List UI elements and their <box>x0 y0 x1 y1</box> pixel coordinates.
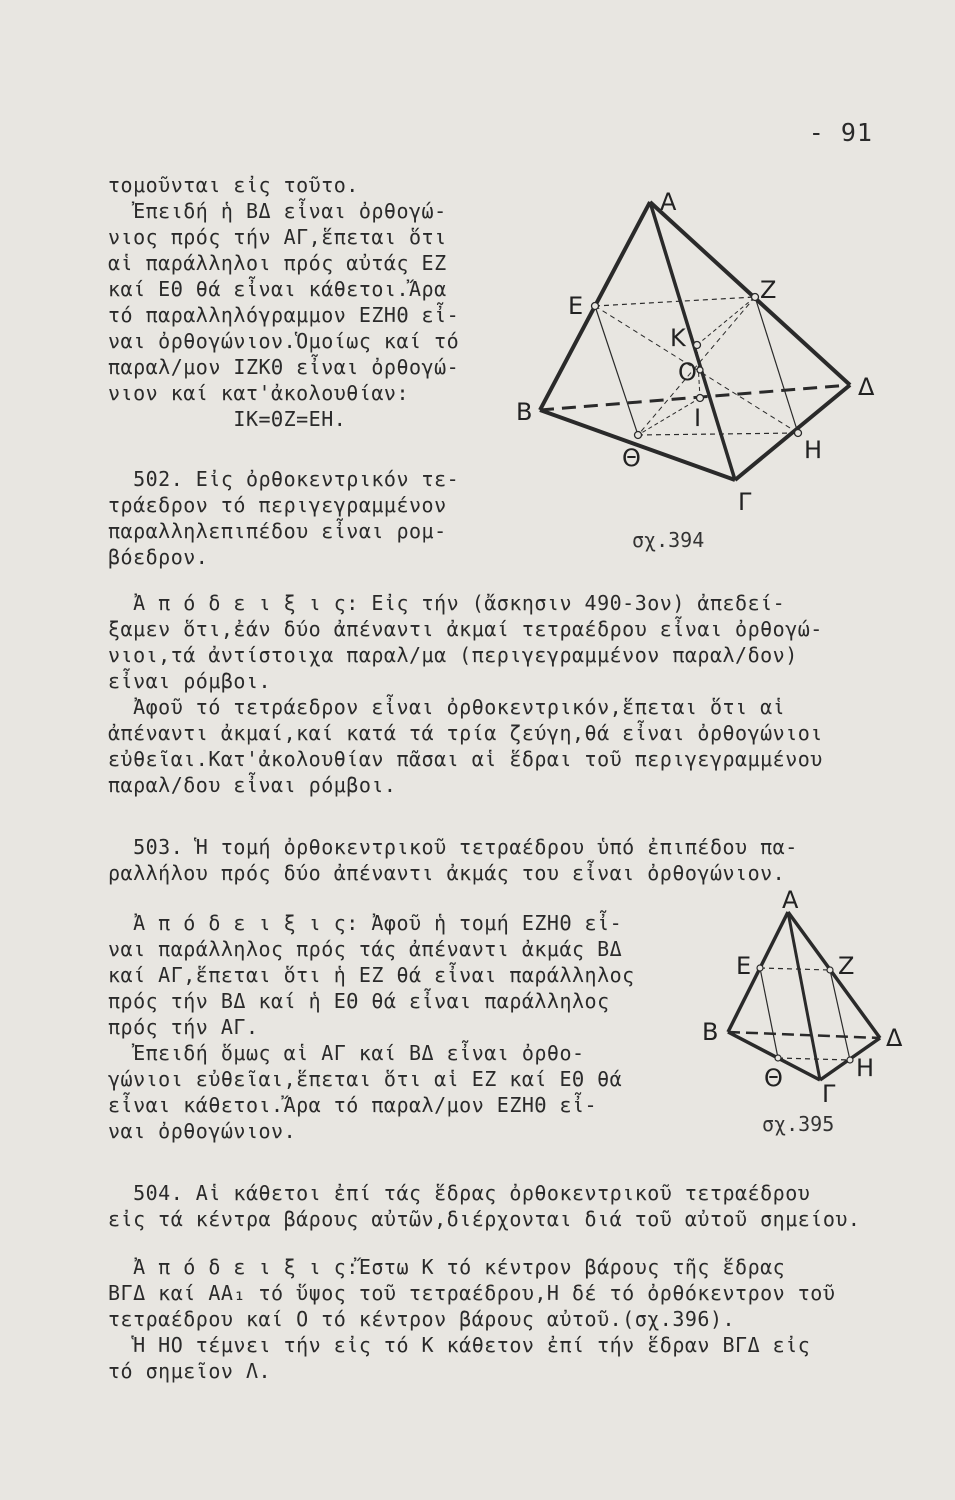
figure-394-caption: σχ.394 <box>632 528 705 552</box>
text-line: Ἡ ΗΟ τέμνει τήν εἰς τό Κ κάθετον ἐπί τήν ἕδραν ΒΓΔ εἰς <box>108 1333 811 1357</box>
vertex-label-d: Δ <box>886 1024 903 1052</box>
vertex-label-a: Α <box>782 890 799 914</box>
vertex-label-a: Α <box>660 188 677 216</box>
page-number: - 91 <box>808 118 873 147</box>
text-line: τράεδρον τό περιγεγραμμένον <box>108 493 447 517</box>
text-line: παραλ/δου εἶναι ρόμβοι. <box>108 773 397 797</box>
vertex-label-b: Β <box>702 1018 719 1046</box>
text-line: τετραέδρου καί Ο τό κέντρον βάρους αὐτοῦ.(σχ.396). <box>108 1307 736 1331</box>
text-line: νιος πρός τήν ΑΓ,ἕπεται ὅτι <box>108 225 447 249</box>
text-line: Ἀ π ό δ ε ι ξ ι ς: Ἀφοῦ ἡ τομή ΕΖΗΘ εἶ- <box>108 911 623 935</box>
text-line: νιοι,τά ἀντίστοιχα παραλ/μα (περιγεγραμμένον παραλ/δον) <box>108 643 798 667</box>
text-line: νιον καί κατ'ἀκολουθίαν: <box>108 381 409 405</box>
vertex-label-d: Δ <box>858 373 875 401</box>
text-line: ναι ὀρθογώνιον.Ὁμοίως καί τό <box>108 329 460 353</box>
vertex-label-z: Ζ <box>838 952 855 980</box>
vertex-label-h: Η <box>804 436 823 464</box>
vertex-label-i: Ι <box>694 404 702 432</box>
text-line: 503. Ἡ τομή ὀρθοκεντρικοῦ τετραέδρου ὑπό ἐπιπέδου πα- <box>108 835 798 859</box>
text-line: ἀπέναντι ἀκμαί,καί κατά τά τρία ζεύγη,θά εἶναι ὀρθογώνιοι <box>108 721 823 745</box>
text-line: τό σημεῖον Λ. <box>108 1359 272 1383</box>
text-line: τομοῦνται εἰς τοῦτο. <box>108 173 359 197</box>
vertex-label-th: Θ <box>764 1064 783 1092</box>
vertex-label-e: Ε <box>568 292 584 320</box>
text-line: Ἐπειδή ἡ ΒΔ εἶναι ὀρθογώ- <box>108 199 447 223</box>
text-line: ξαμεν ὅτι,ἐάν δύο ἀπέναντι ἀκμαί τετραέδρου εἶναι ὀρθογώ- <box>108 617 823 641</box>
text-line: εἶναι ρόμβοι. <box>108 669 272 693</box>
text-line: γώνιοι εὐθεῖαι,ἕπεται ὅτι αἱ ΕΖ καί ΕΘ θά <box>108 1067 623 1091</box>
text-line: καί ΑΓ,ἕπεται ὅτι ἡ ΕΖ θά εἶναι παράλληλος <box>108 963 635 987</box>
text-line: πρός τήν ΒΔ καί ἡ ΕΘ θά εἶναι παράλληλος <box>108 989 610 1013</box>
vertex-label-b: Β <box>516 398 533 426</box>
text-line: πρός τήν ΑΓ. <box>108 1015 259 1039</box>
vertex-label-g: Γ <box>822 1080 836 1108</box>
text-line: Ἀ π ό δ ε ι ξ ι ς: Εἰς τήν (ἄσκησιν 490-3ον) ἀπεδεί- <box>108 591 786 615</box>
text-line: ραλλήλου πρός δύο ἀπέναντι ἀκμάς του εἶναι ὀρθογώνιον. <box>108 861 786 885</box>
text-line: καί ΕΘ θά εἶναι κάθετοι.Ἄρα <box>108 277 447 301</box>
vertex-label-h: Η <box>856 1054 875 1082</box>
text-line: ΙΚ=ΘΖ=ΕΗ. <box>108 407 347 431</box>
figure-395 <box>700 890 920 1110</box>
vertex-label-o: Ο <box>678 358 697 386</box>
vertex-label-e: Ε <box>736 952 752 980</box>
text-line: 502. Εἰς ὀρθοκεντρικόν τε- <box>108 467 460 491</box>
figure-395-caption: σχ.395 <box>762 1112 835 1136</box>
vertex-label-k: Κ <box>670 324 686 352</box>
vertex-label-th: Θ <box>622 444 641 472</box>
text-line: Ἀ π ό δ ε ι ξ ι ς:Ἔστω Κ τό κέντρον βάρους τῆς ἕδρας <box>108 1255 786 1279</box>
text-line: ναι παράλληλος πρός τάς ἀπέναντι ἀκμάς ΒΔ <box>108 937 623 961</box>
text-line: Ἐπειδή ὅμως αἱ ΑΓ καί ΒΔ εἶναι ὀρθο- <box>108 1041 585 1065</box>
text-line: αἱ παράλληλοι πρός αὐτάς ΕΖ <box>108 251 447 275</box>
text-line: παραλληλεπιπέδου εἶναι ρομ- <box>108 519 447 543</box>
text-line: εἰς τά κέντρα βάρους αὐτῶν,διέρχονται διά τοῦ αὐτοῦ σημείου. <box>108 1207 861 1231</box>
figure-394 <box>510 180 890 520</box>
text-line: παραλ/μον ΙΖΚΘ εἶναι ὀρθογώ- <box>108 355 460 379</box>
text-line: Ἀφοῦ τό τετράεδρον εἶναι ὀρθοκεντρικόν,ἕπεται ὅτι αἱ <box>108 695 786 719</box>
vertex-label-z: Ζ <box>760 276 777 304</box>
vertex-label-g: Γ <box>738 488 752 516</box>
text-line: βόεδρον. <box>108 545 209 569</box>
text-line: τό παραλληλόγραμμον ΕΖΗΘ εἶ- <box>108 303 460 327</box>
text-line: εὐθεῖαι.Κατ'ἀκολουθίαν πᾶσαι αἱ ἕδραι τοῦ περιγεγραμμένου <box>108 747 823 771</box>
text-line: 504. Αἱ κάθετοι ἐπί τάς ἕδρας ὀρθοκεντρικοῦ τετραέδρου <box>108 1181 811 1205</box>
text-line: ΒΓΔ καί ΑΑ₁ τό ὕψος τοῦ τετραέδρου,Η δέ τό ὀρθόκεντρον τοῦ <box>108 1281 836 1305</box>
text-line: εἶναι κάθετοι.Ἄρα τό παραλ/μον ΕΖΗΘ εἶ- <box>108 1093 598 1117</box>
text-line: ναι ὀρθογώνιον. <box>108 1119 297 1143</box>
